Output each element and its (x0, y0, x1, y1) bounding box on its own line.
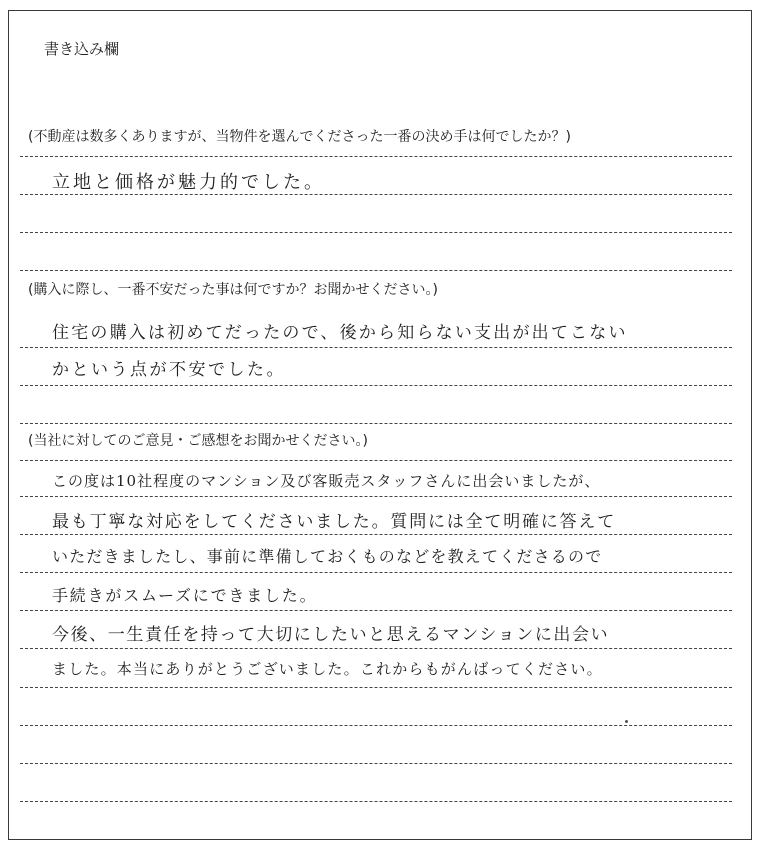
answer-rule (20, 385, 732, 386)
answer-rule (20, 270, 732, 271)
answer-rule (20, 725, 732, 726)
answer-rule (20, 496, 732, 497)
answer-rule (20, 232, 732, 233)
answer-rule (20, 801, 732, 802)
answer-3-line-3: いただきましたし、事前に準備しておくものなどを教えてくださるので (52, 547, 603, 566)
answer-rule (20, 687, 732, 688)
question-1: (不動産は数多くありますが、当物件を選んでくださった一番の決め手は何でしたか？) (28, 129, 571, 145)
answer-rule (20, 347, 732, 348)
question-2: (購入に際し、一番不安だった事は何ですか？お聞かせください。) (28, 282, 438, 298)
answer-1-line-1: 立地と価格が魅力的でした。 (52, 172, 325, 193)
answer-3-line-2: 最も丁寧な対応をしてくださいました。質問には全て明確に答えて (52, 512, 616, 532)
answer-3-line-4: 手続きがスムーズにできました。 (52, 586, 318, 605)
form-heading: 書き込み欄 (44, 40, 120, 58)
answer-rule (20, 763, 732, 764)
answer-rule (20, 534, 732, 535)
answer-2-line-1: 住宅の購入は初めてだったので、後から知らない支出が出てこない (52, 323, 628, 343)
answer-rule (20, 648, 732, 649)
answer-3-line-5: 今後、一生責任を持って大切にしたいと思えるマンションに出会い (52, 625, 610, 645)
answer-rule (20, 572, 732, 573)
answer-rule (20, 156, 732, 157)
answer-3-line-6: ました。本当にありがとうございました。これからもがんばってください。 (52, 660, 603, 678)
answer-rule (20, 194, 732, 195)
answer-3-line-1: この度は10社程度のマンション及び客販売スタッフさんに出会いましたが、 (52, 472, 601, 490)
answer-rule (20, 610, 732, 611)
question-3: (当社に対してのご意見・ご感想をお聞かせください。) (28, 433, 368, 449)
ink-speck (625, 720, 628, 723)
answer-2-line-2: かという点が不安でした。 (52, 360, 286, 380)
answer-rule (20, 460, 732, 461)
answer-rule (20, 423, 732, 424)
